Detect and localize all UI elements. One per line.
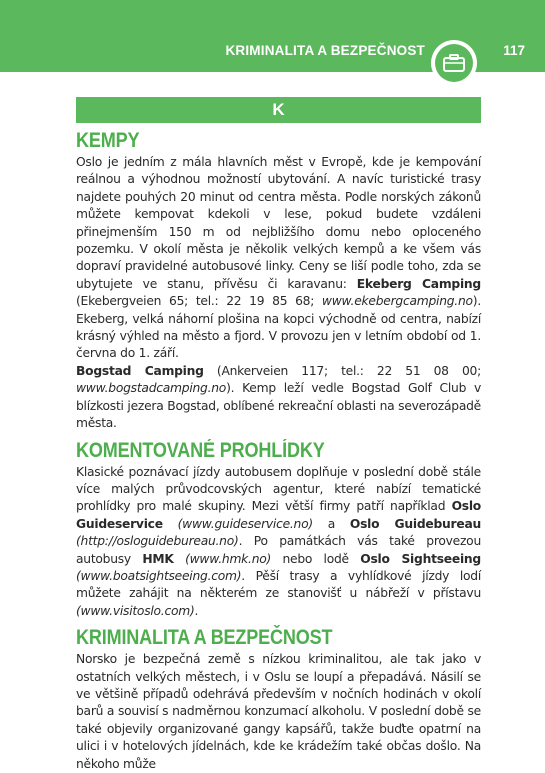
text-run: . Pěší trasy a vyhlídkové jízdy lodí můžete zahájit na některém ze stanovišť u nábřeží v přístavu <box>76 568 481 601</box>
bold-run: Oslo Guidebureau <box>349 516 481 531</box>
body-paragraph <box>76 363 481 433</box>
text-run: ). Kemp leží vedle Bogstad Golf Club v blízkosti jezera Bogstad, oblíbené rekreační oblasti na severozápadě města. <box>76 381 481 431</box>
italic-run: (www.visitoslo.com) <box>76 603 195 618</box>
text-run <box>163 517 178 531</box>
italic-run: (www.guideservice.no) <box>177 516 313 531</box>
text-run: Klasické poznávací jízdy autobusem doplňuje v poslední době stále více malých průvodcovských agentur, které nabízí tematické prohlídky pro malé skupiny. Mezi větší firmy patří například <box>76 464 481 514</box>
section-badge <box>431 40 477 86</box>
section-badge-inner <box>435 44 473 82</box>
section-letter-bar: K <box>76 97 481 123</box>
text-run <box>174 552 185 566</box>
bold-run: Bogstad Camping <box>76 363 204 378</box>
text-run: (Ekebergveien 65; tel.: 22 19 85 68; <box>76 294 322 309</box>
text-run: . <box>194 603 199 618</box>
italic-run: www.bogstadcamping.no <box>76 381 227 396</box>
body-paragraph <box>76 464 481 621</box>
bold-run: Ekeberg Camping <box>356 276 481 291</box>
text-run: Norsko je bezpečná země s nízkou kriminalitou, ale tak jako v ostatních velkých městech, i v Oslu se loupí a přepadává. Násilí se ve většině případů odehrává především v nočních hodinách v okolí barů a souvisí s nadměrnou konzumací alkoholu. V poslední době se také objevily organizované gangy kapsářů, takže buďte opatrní na ulici i v hotelových jídelnách, kde ke krádežím také občas došlo. Na někoho může <box>76 652 481 771</box>
briefcase-icon <box>443 54 465 72</box>
main-content <box>76 128 481 773</box>
running-header-title: KRIMINALITA A BEZPEČNOST <box>225 43 425 58</box>
bold-run: Oslo Guideservice <box>76 499 481 531</box>
italic-run: (www.boatsightseeing.com) <box>76 568 242 583</box>
section-heading: KOMENTOVANÉ PROHLÍDKY <box>76 438 325 462</box>
bold-run: HMK <box>142 551 174 566</box>
text-run: a <box>312 516 350 531</box>
body-paragraph <box>76 154 481 363</box>
page-number: 117 <box>503 43 525 58</box>
body-paragraph <box>76 651 481 773</box>
italic-run: (http://osloguidebureau.no) <box>76 534 239 549</box>
text-run: Oslo je jedním z mála hlavních měst v Evropě, kde je kempování reálnou a výhodnou možností ubytování. A navíc turistické trasy najdete pouhých 20 minut od centra města. Podle norských zákonů můžete kempovat kdekoli v lese, pokud budete vzdáleni přinejmenším 150 m od nejbližšího domu nebo oploceného pozemku. V okolí města je několik velkých kempů a ke všem vás dopraví pravidelné autobusové linky. Ceny se liší podle toho, zda se ubytujete ve stanu, přívěsu či karavanu: <box>76 155 481 291</box>
text-run: (Ankerveien 117; tel.: 22 51 08 00; <box>203 363 481 378</box>
text-run: . Po památkách vás také provezou autobusy <box>76 534 481 566</box>
italic-run: (www.hmk.no) <box>185 551 272 566</box>
italic-run: www.ekebergcamping.no <box>321 294 473 309</box>
bold-run: Oslo Sightseeing <box>360 551 481 566</box>
section-heading: KEMPY <box>76 129 140 152</box>
text-run: ). Ekeberg, velká náhorní plošina na kopci východně od centra, nabízí krásný výhled na město a fjord. V provozu jen v letním období od 1. června do 1. září. <box>76 294 481 361</box>
section-heading: KRIMINALITA A BEZPEČNOST <box>76 626 333 650</box>
text-run: nebo lodě <box>271 551 361 566</box>
